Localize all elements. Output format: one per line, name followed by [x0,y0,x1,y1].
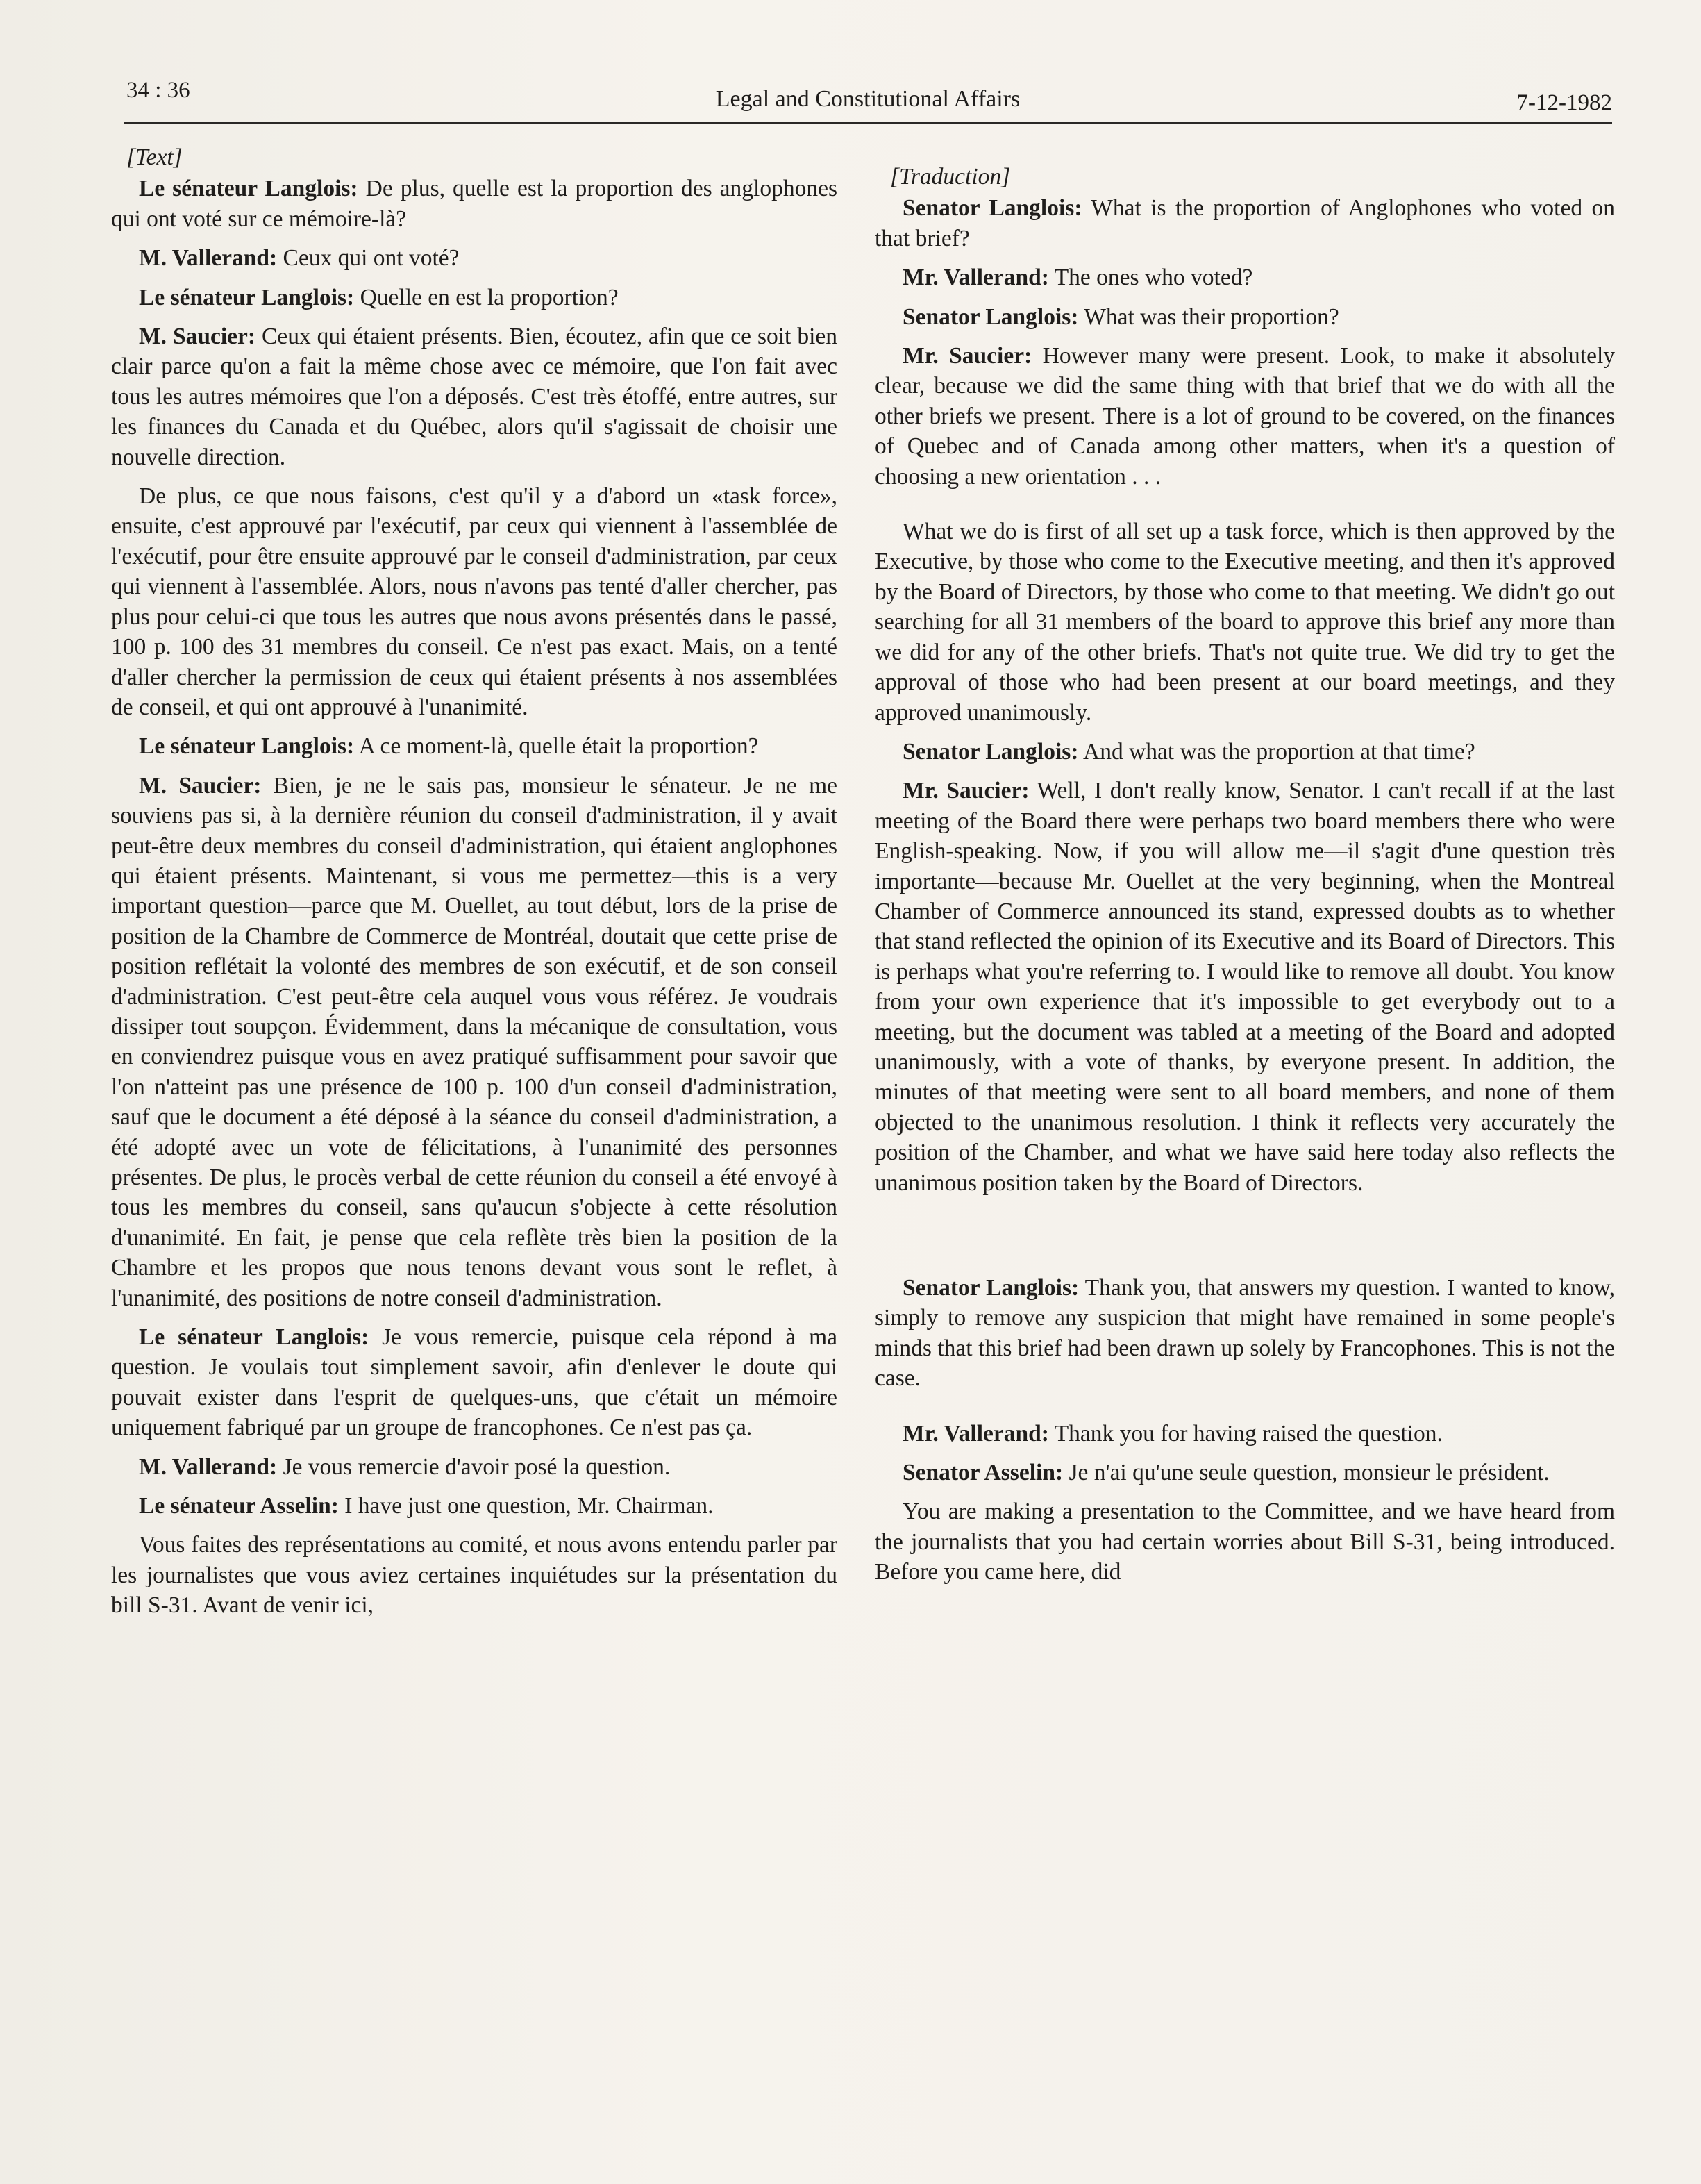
transcript-paragraph [111,283,837,312]
speech-text: Je vous remercie d'avoir posé la question. [277,1453,671,1480]
running-title: Legal and Constitutional Affairs [715,86,1021,112]
speech-text: What we do is first of all set up a task force, which is then approved by the Executive, by those who come to the Executive meeting, and then it's approved by the Board of Directors, by those who come to that meeting. We didn't go out searching for all 31 members of the board to approve this brief any more than we did for any of the other briefs. That's not quite true. We did try to get the approval of those who had been present at our board meetings, and they approved unanimously. [875,519,1615,726]
transcript-paragraph [111,1491,837,1521]
transcript-paragraph [111,322,837,472]
speaker-name: Le sénateur Asselin: [139,1493,339,1519]
transcript-paragraph [111,731,837,761]
speaker-name: Senator Langlois: [903,195,1082,222]
transcript-paragraph [111,1530,837,1620]
speech-text: Je n'ai qu'une seule question, monsieur le président. [1063,1460,1550,1486]
speech-text: Thank you, that answers my question. I wanted to know, simply to remove any suspicion that might have remained in some people's minds that this brief had been drawn up solely by Francophones. This is not the case. [875,1275,1615,1392]
french-column [111,142,837,1630]
speech-text: Well, I don't really know, Senator. I can't recall if at the last meeting of the Board there were perhaps two board members there who were English-speaking. Now, if you will allow me—il s'agit d'une question très importante—because Mr. Ouellet at the very beginning, when the Montreal Chamber of Commerce announced its stand, expressed doubts as to whether that stand reflected the opinion of its Executive and its Board of Directors. This is perhaps what you're referring to. I would like to remove all doubt. You know from your own experience that it's impossible to get everybody out to a meeting, but the document was tabled at a meeting of the Board and adopted unanimously, with a vote of thanks, by everyone present. In addition, the minutes of that meeting were sent to all board members, and none of them objected to the unanimous resolution. I think it reflects very accurately the position of the Chamber, and what we have said here today also reflects the unanimous position taken by the Board of Directors. [875,778,1615,1196]
speaker-name: M. Saucier: [139,772,262,799]
transcript-paragraph [111,174,837,234]
speech-text: What is the proportion of Anglophones who voted on that brief? [875,195,1615,251]
speaker-name: Mr. Vallerand: [903,1420,1049,1447]
transcript-paragraph [875,341,1615,492]
speaker-name: Le sénateur Langlois: [139,284,355,310]
transcript-paragraph [111,771,837,1313]
speaker-name: Mr. Saucier: [903,343,1032,369]
speaker-name: Senator Langlois: [903,1275,1080,1301]
english-column [875,142,1615,1597]
speech-text: A ce moment-là, quelle était la proportion? [354,733,759,760]
speech-text: And what was the proportion at that time? [1078,738,1475,765]
speech-text: Vous faites des représentations au comité, et nous avons entendu parler par les journalistes que vous aviez certaines inquiétudes sur la présentation du bill S-31. Avant de venir ici, [111,1532,837,1619]
transcript-paragraph [875,517,1615,728]
transcript-paragraph [875,776,1615,1198]
transcript-paragraph [875,302,1615,332]
speech-text: De plus, quelle est la proportion des anglophones qui ont voté sur ce mémoire-là? [111,176,838,232]
speech-text: Bien, je ne le sais pas, monsieur le sénateur. Je ne me souviens pas si, à la dernière réunion du conseil d'administration, il y avait peut-être deux membres du conseil d'administration, qui étaient anglophones qui étaient présents. Maintenant, si vous me permettez—this is a very important question—parce que M. Ouellet, au tout début, lors de la prise de position de la Chambre de Commerce de Montréal, doutait que cette prise de position reflétait la volonté des membres de son exécutif, et de son conseil d'administration. C'est peut-être cela auquel vous vous référez. Je voudrais dissiper tout soupçon. Évidemment, dans la mécanique de consultation, vous en conviendrez puisque vous en avez pratiqué suffisamment pour savoir que l'on n'atteint pas une présence de 100 p. 100 d'un conseil d'administration, sauf que le document a été déposé à la séance du conseil d'administration, a été adopté avec un vote de félicitations, à l'unanimité des personnes présentes. De plus, le procès verbal de cette réunion du conseil a été envoyé à tous les membres du conseil, sans qu'aucun s'objecte à cette résolution d'unanimité. En fait, je pense que cela reflète très bien la position de la Chambre et les propos que nous tenons devant vous sont le reflet, à l'unanimité, des positions de notre conseil d'administration. [111,772,837,1311]
transcript-paragraph [875,193,1615,253]
speech-text: You are making a presentation to the Committee, and we have heard from the journalists that you had certain worries about Bill S-31, being introduced. Before you came here, did [875,1499,1615,1585]
speaker-name: Mr. Vallerand: [903,265,1049,291]
transcript-paragraph [111,481,837,722]
speaker-name: Le sénateur Langlois: [139,733,355,760]
transcript-paragraph [875,1458,1615,1487]
speech-text: Je vous remercie, puisque cela répond à ma question. Je voulais tout simplement savoir, afin d'enlever le doute qui pouvait exister dans l'esprit de quelques-uns, que c'était un mémoire uniquement fabriqué par un groupe de francophones. Ce n'est pas ça. [111,1324,838,1441]
speech-text: What was their proportion? [1078,303,1339,330]
transcript-paragraph [875,262,1615,292]
speaker-name: Senator Langlois: [903,738,1079,765]
speaker-name: Senator Asselin: [903,1460,1064,1486]
transcript-paragraph [875,737,1615,767]
speaker-name: Le sénateur Langlois: [139,176,358,202]
speaker-name: Le sénateur Langlois: [139,1324,369,1351]
speech-text: Ceux qui ont voté? [277,245,460,272]
speaker-name: M. Vallerand: [139,245,278,272]
transcript-paragraph [875,1273,1615,1394]
page-number: 34 : 36 [126,78,190,103]
speaker-name: Senator Langlois: [903,303,1079,330]
speech-text: Quelle en est la proportion? [354,284,619,310]
running-header [124,74,1612,124]
speech-text: The ones who voted? [1048,265,1253,291]
language-tag: [Text] [126,144,183,170]
speech-text: De plus, ce que nous faisons, c'est qu'il y a d'abord un «task force», ensuite, c'est approuvé par l'exécutif, par ceux qui viennent à l'assemblée de l'exécutif, pour être ensuite approuvé par le conseil d'administration, par ceux qui viennent à l'assemblée. Alors, nous n'avons pas tenté d'aller chercher, pas plus pour celui-ci que tous les autres que nous avons présentés dans le passé, 100 p. 100 des 31 membres du conseil. Ce n'est pas exact. Mais, on a tenté d'aller chercher la permission de ceux qui étaient présents à nos assemblées de conseil, et qui ont approuvé à l'unanimité. [111,483,837,720]
speech-text: However many were present. Look, to make it absolutely clear, because we did the same thing with that brief that we do with all the other briefs we present. There is a lot of ground to be covered, on the finances of Quebec and of Canada among other matters, when it's a question of choosing a new orientation . . . [875,343,1616,490]
speaker-name: M. Saucier: [139,324,256,350]
speech-text: Thank you for having raised the question. [1048,1420,1443,1447]
transcript-paragraph [111,243,837,273]
language-tag: [Traduction] [890,164,1011,190]
speaker-name: Mr. Saucier: [903,778,1030,804]
speech-text: I have just one question, Mr. Chairman. [338,1493,714,1519]
transcript-paragraph [111,1322,837,1443]
speaker-name: M. Vallerand: [139,1453,278,1480]
transcript-paragraph [875,1497,1615,1587]
sitting-date: 7-12-1982 [1516,90,1612,115]
transcript-paragraph [111,1452,837,1482]
transcript-paragraph [875,1419,1615,1449]
speech-text: Ceux qui étaient présents. Bien, écoutez, afin que ce soit bien clair parce qu'on a fait la même chose avec ce mémoire, que l'on fait avec tous les autres mémoires que l'on a déposés. C'est très étoffé, entre autres, sur les finances du Canada et du Québec, alors qu'il s'agissait de choisir une nouvelle direction. [111,324,837,470]
